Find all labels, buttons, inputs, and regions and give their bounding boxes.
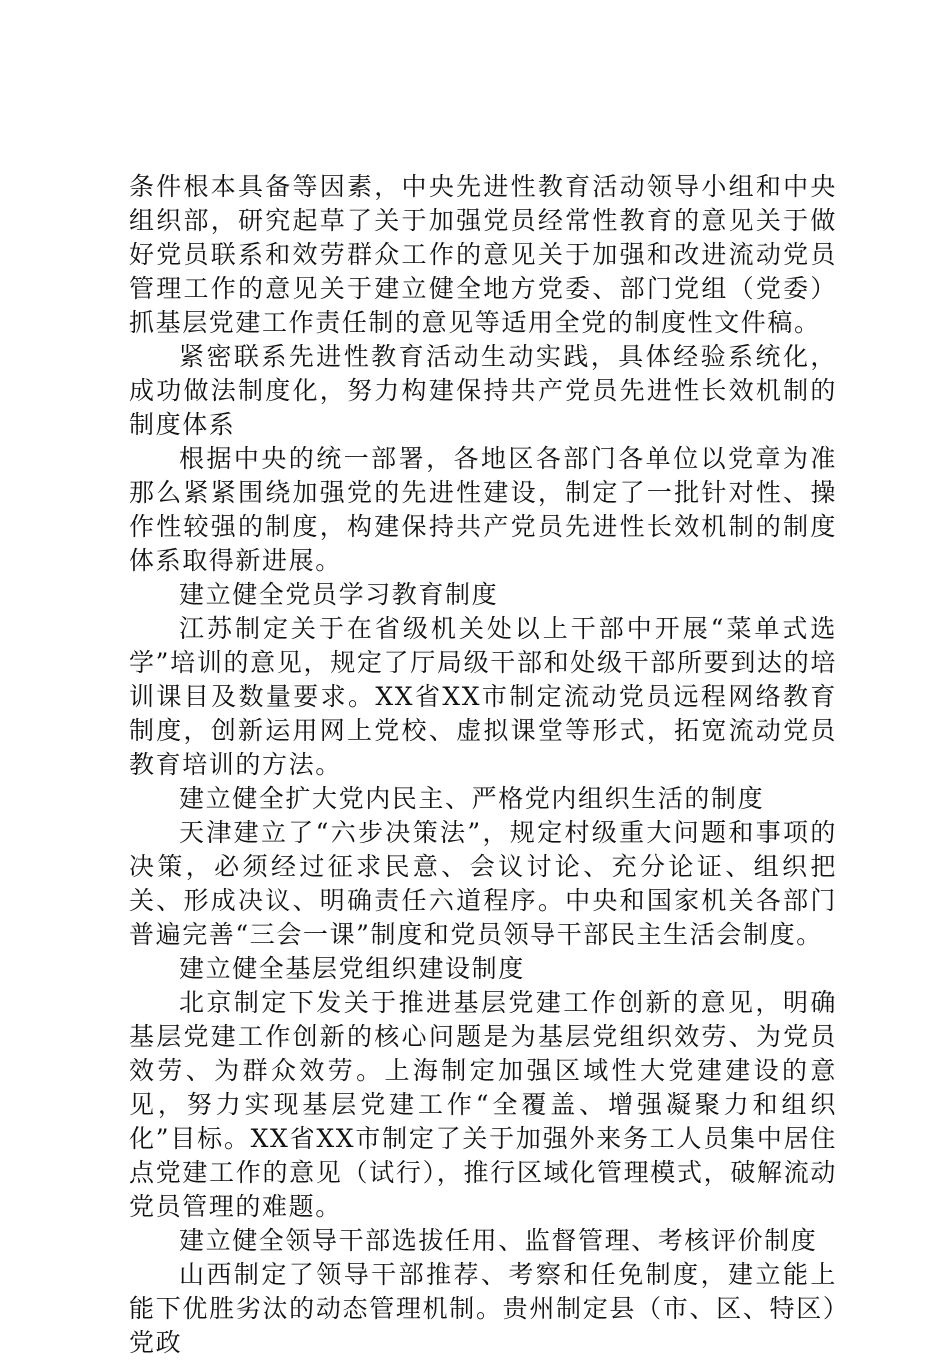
paragraph-jiangsu: 江苏制定关于在省级机关处以上干部中开展“菜单式选学”培训的意见，规定了厅局级干部和处级干部所要到达的培训课目及数量要求。XX省XX市制定流动党员远程网络教育制度，创新运用网上党校、虚拟课堂等形式，拓宽流动党员教育培训的方法。 [129, 614, 837, 779]
paragraph-overview: 根据中央的统一部署，各地区各部门各单位以党章为准那么紧紧围绕加强党的先进性建设，制定了一批针对性、操作性较强的制度，构建保持共产党员先进性长效机制的制度体系取得新进展。 [129, 444, 837, 575]
paragraph-continuation: 条件根本具备等因素，中央先进性教育活动领导小组和中央组织部，研究起草了关于加强党员经常性教育的意见关于做好党员联系和效劳群众工作的意见关于加强和改进流动党员管理工作的意见关于建立健全地方党委、部门党组（党委）抓基层党建工作责任制的意见等适用全党的制度性文件稿。 [129, 172, 837, 337]
subheading-cadre-selection: 建立健全领导干部选拔任用、监督管理、考核评价制度 [179, 1226, 818, 1255]
subheading-inner-democracy: 建立健全扩大党内民主、严格党内组织生活的制度 [179, 784, 765, 813]
paragraph-beijing-shanghai: 北京制定下发关于推进基层党建工作创新的意见，明确基层党建工作创新的核心问题是为基层党组织效劳、为党员效劳、为群众效劳。上海制定加强区域性大党建建设的意见，努力实现基层党建工作“全覆盖、增强凝聚力和组织化”目标。XX省XX市制定了关于加强外来务工人员集中居住点党建工作的意见（试行），推行区域化管理模式，破解流动党员管理的难题。 [129, 988, 837, 1221]
paragraph-tianjin: 天津建立了“六步决策法”，规定村级重大问题和事项的决策，必须经过征求民意、会议讨论、充分论证、组织把关、形成决议、明确责任六道程序。中央和国家机关各部门普遍完善“三会一课”制度和党员领导干部民主生活会制度。 [129, 818, 837, 949]
subheading-grassroots: 建立健全基层党组织建设制度 [179, 954, 525, 983]
subheading-study-education: 建立健全党员学习教育制度 [179, 580, 499, 609]
paragraph-heading-system: 紧密联系先进性教育活动生动实践，具体经验系统化，成功做法制度化，努力构建保持共产党员先进性长效机制的制度体系 [129, 342, 837, 439]
paragraph-shanxi-guizhou: 山西制定了领导干部推荐、考察和任免制度，建立能上能下优胜劣汰的动态管理机制。贵州制定县（市、区、特区）党政 [129, 1260, 837, 1357]
document-body [129, 170, 837, 1360]
